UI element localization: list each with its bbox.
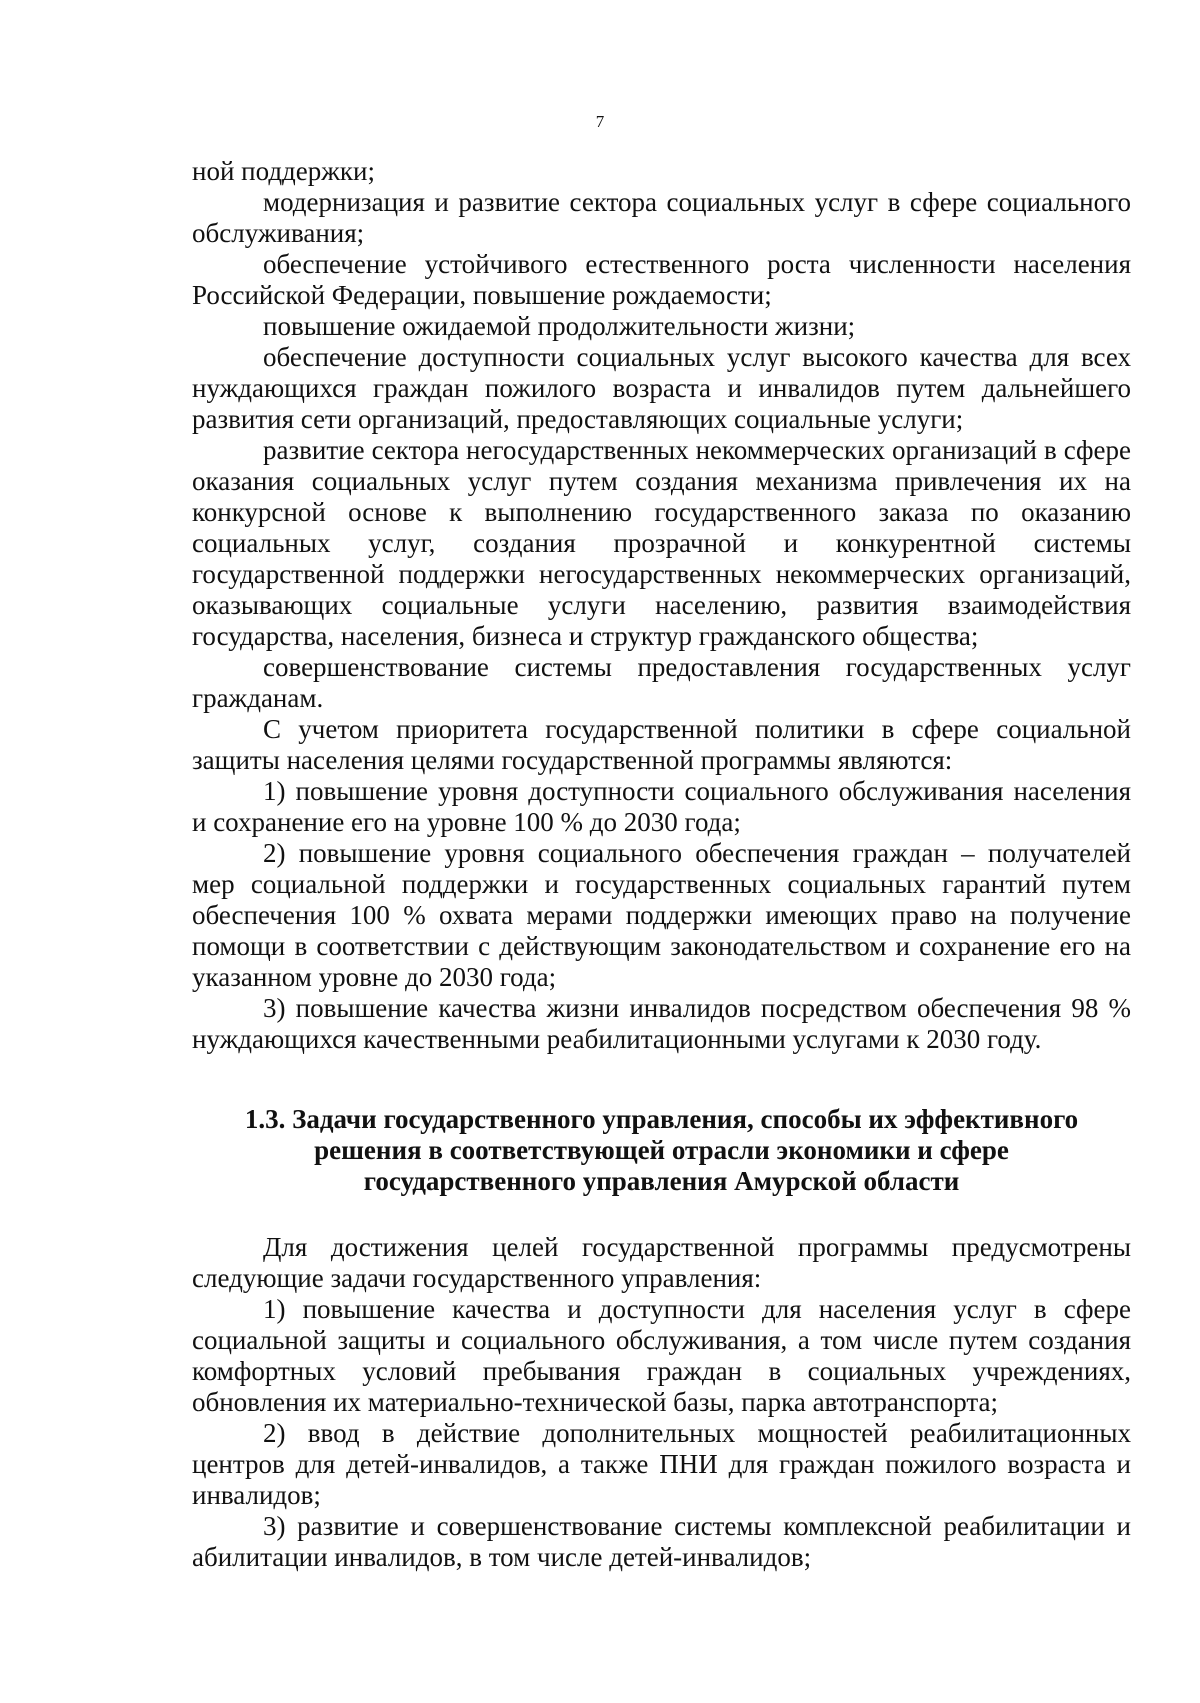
section-heading-line: решения в соответствующей отрасли экономики и сфере (314, 1135, 1009, 1165)
goal-item: 2) повышение уровня социального обеспечения граждан – получателей мер социальной поддержки и государственных социальных гарантий путем обеспечения 100 % охвата мерами поддержки имеющих право на получение помощи в соответствии с действующим законодательством и сохранение его на указанном уровне до 2030 года; (192, 838, 1131, 992)
paragraph: повышение ожидаемой продолжительности жизни; (263, 311, 856, 341)
task-item: 3) развитие и совершенствование системы комплексной реабилитации и абилитации инвалидов, в том числе детей-инвалидов; (192, 1511, 1131, 1572)
paragraph: развитие сектора негосударственных некоммерческих организаций в сфере оказания социальных услуг путем создания механизма привлечения их на конкурсной основе к выполнению государственного заказа по оказанию социальных услуг, создания прозрачной и конкурентной системы государственной поддержки негосударственных некоммерческих организаций, оказывающих социальные услуги населению, развития взаимодействия государства, населения, бизнеса и структур гражданского общества; (192, 435, 1131, 651)
section-heading (192, 1104, 1131, 1197)
paragraph: модернизация и развитие сектора социальных услуг в сфере социального обслуживания; (192, 187, 1131, 248)
task-item: 1) повышение качества и доступности для населения услуг в сфере социальной защиты и социального обслуживания, а том числе путем создания комфортных условий пребывания граждан в социальных учреждениях, обновления их материально-технической базы, парка автотранспорта; (192, 1294, 1131, 1417)
goal-item: 3) повышение качества жизни инвалидов посредством обеспечения 98 % нуждающихся качественными реабилитационными услугами к 2030 году. (192, 993, 1131, 1054)
task-item: 2) ввод в действие дополнительных мощностей реабилитационных центров для детей-инвалидов, а также ПНИ для граждан пожилого возраста и инвалидов; (192, 1418, 1131, 1510)
paragraph: обеспечение доступности социальных услуг высокого качества для всех нуждающихся граждан пожилого возраста и инвалидов путем дальнейшего развития сети организаций, предоставляющих социальные услуги; (192, 342, 1131, 434)
section-heading-line: 1.3. Задачи государственного управления, способы их эффективного (244, 1104, 1079, 1134)
page-number: 7 (595, 112, 605, 131)
paragraph: ной поддержки; (192, 156, 376, 186)
section-heading-line: государственного управления Амурской области (363, 1166, 960, 1196)
paragraph: С учетом приоритета государственной политики в сфере социальной защиты населения целями государственной программы являются: (192, 714, 1131, 775)
goal-item: 1) повышение уровня доступности социального обслуживания населения и сохранение его на уровне 100 % до 2030 года; (192, 776, 1131, 837)
paragraph: обеспечение устойчивого естественного роста численности населения Российской Федерации, повышение рождаемости; (192, 249, 1131, 310)
body-text-bottom (192, 1232, 1131, 1573)
paragraph: Для достижения целей государственной программы предусмотрены следующие задачи государственного управления: (192, 1232, 1131, 1293)
body-text-top (192, 156, 1131, 1055)
paragraph: совершенствование системы предоставления государственных услуг гражданам. (192, 652, 1131, 713)
